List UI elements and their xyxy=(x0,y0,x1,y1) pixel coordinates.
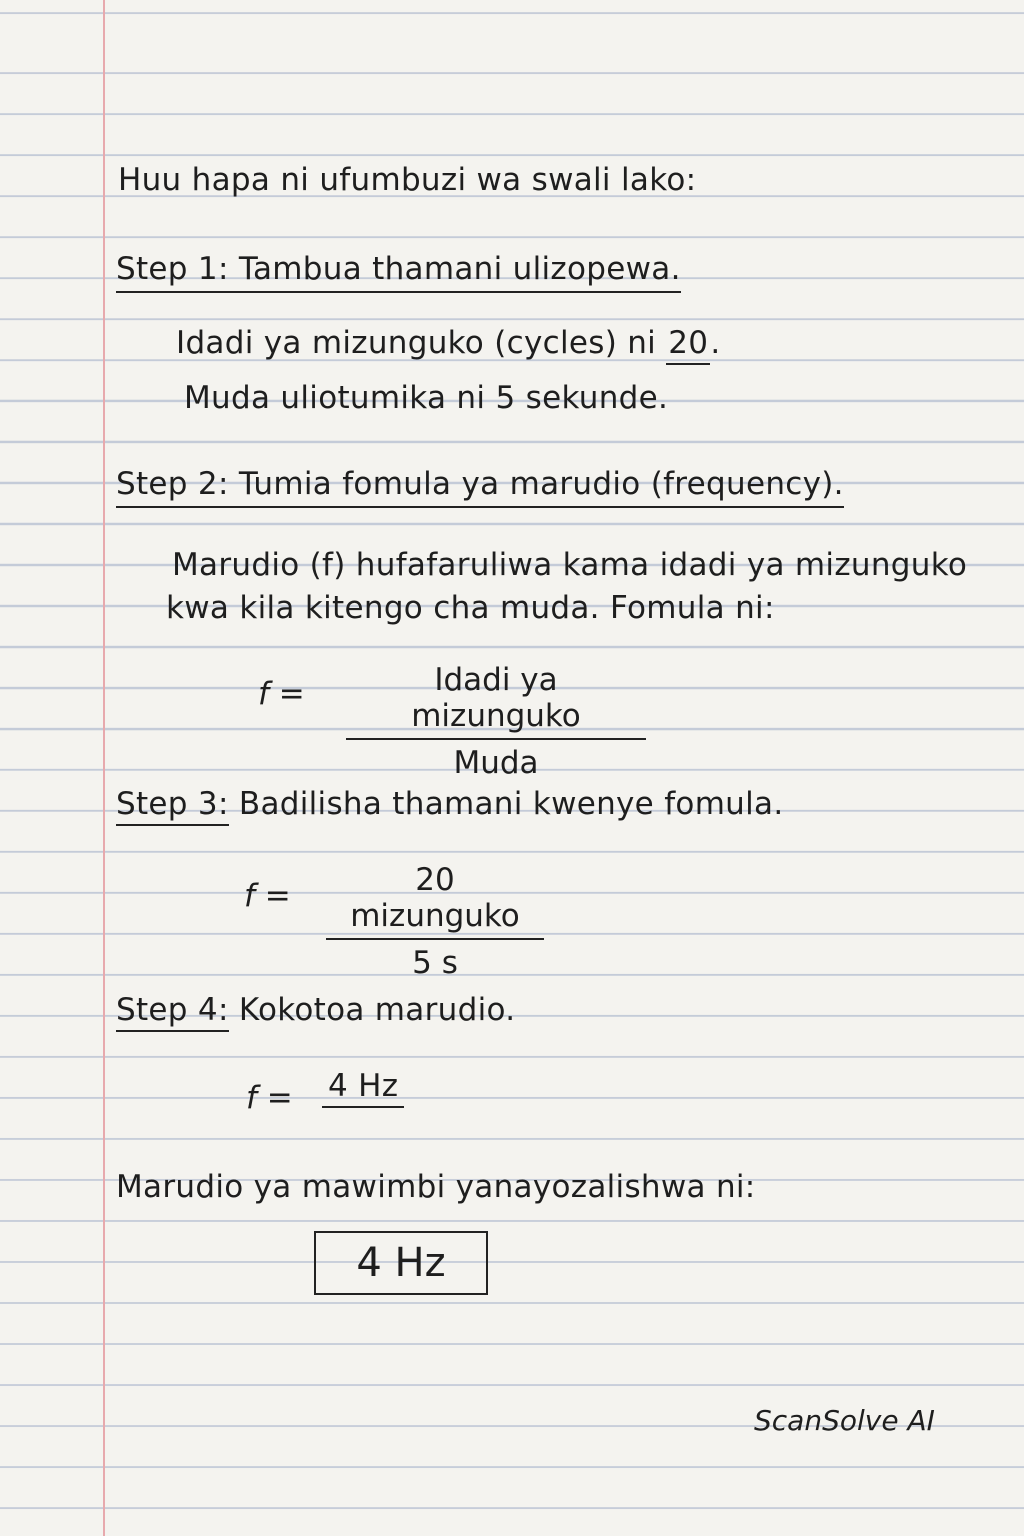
step4-title: Kokotoa marudio. xyxy=(238,992,516,1028)
step3-label: Step 3: xyxy=(116,786,229,826)
step4-result-value: 4 Hz xyxy=(322,1068,404,1108)
step4-formula-lhs: f = xyxy=(246,1080,293,1116)
final-answer-box: 4 Hz xyxy=(314,1231,488,1295)
step1-line1-prefix: Idadi ya mizunguko (cycles) ni xyxy=(176,325,667,361)
step2-label: Step 2: xyxy=(116,466,229,502)
step2-line2: kwa kila kitengo cha muda. Fomula ni: xyxy=(166,590,775,626)
step1-label: Step 1: xyxy=(116,251,229,287)
brand-signature: ScanSolve AI xyxy=(754,1404,935,1437)
step1-heading xyxy=(116,249,681,293)
step3-heading xyxy=(116,784,784,826)
step1-line1-suffix: . xyxy=(710,325,721,361)
step2-title: Tumia fomula ya marudio (frequency). xyxy=(238,466,844,502)
step1-line1 xyxy=(176,323,720,363)
step4-heading xyxy=(116,990,515,1032)
step1-title: Tambua thamani ulizopewa. xyxy=(238,251,681,287)
intro-text: Huu hapa ni ufumbuzi wa swali lako: xyxy=(118,162,697,198)
cycles-value: 20 xyxy=(666,325,710,365)
step1-line2: Muda uliotumika ni 5 sekunde. xyxy=(184,380,669,416)
step4-result xyxy=(322,1066,404,1106)
margin-line xyxy=(103,0,105,1536)
step3-fraction xyxy=(326,862,544,982)
step3-denominator: 5 s xyxy=(412,945,458,981)
step2-heading xyxy=(116,464,844,508)
step2-fraction xyxy=(346,662,646,782)
step3-numerator: 20 mizunguko xyxy=(326,862,544,940)
step2-denominator: Muda xyxy=(453,745,539,781)
step2-numerator: Idadi ya mizunguko xyxy=(346,662,646,740)
step3-formula-lhs: f = xyxy=(244,878,291,914)
step2-formula-lhs: f = xyxy=(258,676,305,712)
step3-title: Badilisha thamani kwenye fomula. xyxy=(238,786,784,822)
conclusion-text: Marudio ya mawimbi yanayozalishwa ni: xyxy=(116,1169,756,1205)
step4-label: Step 4: xyxy=(116,992,229,1032)
step2-line1: Marudio (f) hufafaruliwa kama idadi ya mizunguko xyxy=(172,547,968,583)
